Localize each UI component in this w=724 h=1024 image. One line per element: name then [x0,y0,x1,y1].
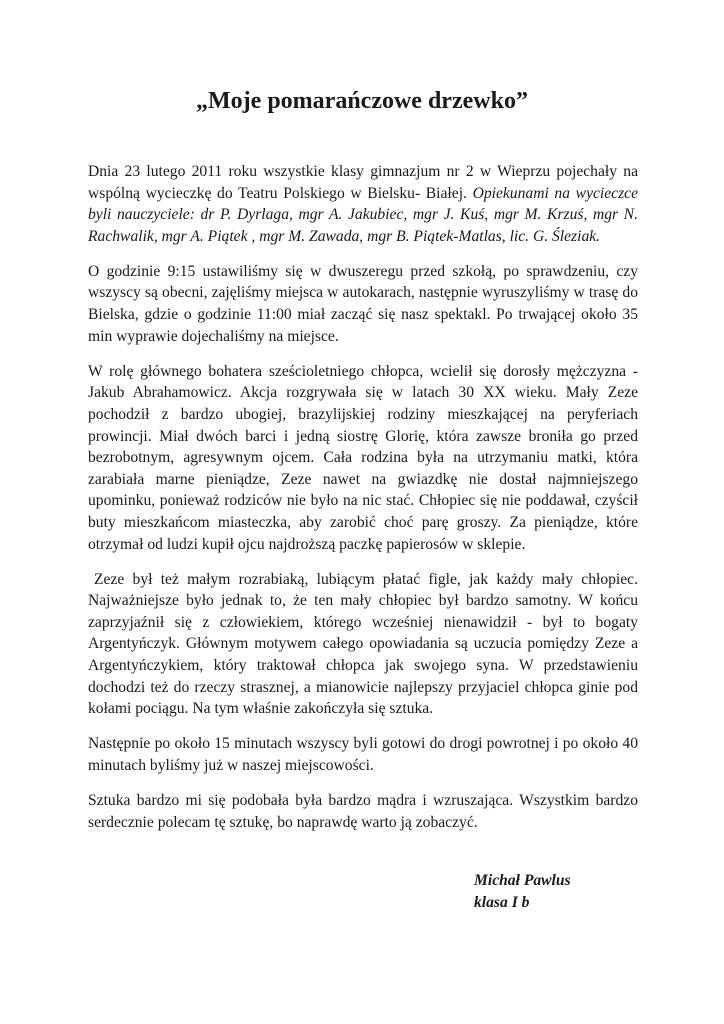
paragraph-2: O godzinie 9:15 ustawiliśmy się w dwuszeregu przed szkołą, po sprawdzeniu, czy wszyscy są obecni, zajęliśmy miejsca w autokarach, następnie wyruszyliśmy w trasę do Bielska, gdzie o godzinie 11:00 miał zacząć się nasz spektakl. Po trwającej około 35 min wyprawie dojechaliśmy na miejsce. [88,262,638,345]
paragraph-3: W rolę głównego bohatera sześcioletniego chłopca, wcielił się dorosły mężczyzna - Jakub Abrahamowicz. Akcja rozgrywała się w latach 30 XX wieku. Mały Zeze pochodził z bardzo ubogiej, brazylijskiej rodziny mieszkającej na peryferiach prowincji. Miał dwóch barci i jedną siostrę Glorię, która zawsze broniła go przed bezrobotnym, agresywnym ojcem. Cała rodzina była na utrzymaniu matki, która zarabiała marne pieniądze, Zeze nawet na gwiazdkę nie dostał najmniejszego upominku, ponieważ rodziców nie było na nic stać. Chłopiec się nie poddawał, czyścił buty mieszkańcom miasteczka, aby zarobić choć parę groszy. Za pieniądze, które otrzymał od ludzi kupił ojcu najdroższą paczkę papierosów w sklepie. [88,362,638,553]
signature-block [474,870,571,914]
article-body [88,161,638,847]
page-title: „Moje pomarańczowe drzewko” [196,88,528,114]
paragraph-4: Zeze był też małym rozrabiaką, lubiącym płatać figle, jak każdy mały chłopiec. Najważniejsze było jednak to, że ten mały chłopiec był bardzo samotny. W końcu zaprzyjaźnił się z człowiekiem, którego wcześniej nienawidził - był to bogaty Argentyńczyk. Głównym motywem całego opowiadania są uczucia pomiędzy Zeze a Argentyńczykiem, który traktował chłopca jak swojego syna. W przedstawieniu dochodzi też do rzeczy strasznej, a mianowicie najlepszy przyjaciel chłopca ginie pod kołami pociągu. Na tym właśnie zakończyła się sztuka. [88,570,638,718]
paragraph-1-chaperones: Opiekunami na wycieczce byli nauczyciele: dr P. Dyrlaga, mgr A. Jakubiec, mgr J. Kuś, mgr M. Krzuś, mgr N. Rachwalik, mgr A. Piątek , mgr M. Zawada, mgr B. Piątek-Matlas, lic. G. Śleziak. [88,184,638,245]
author-class: klasa I b [474,894,530,911]
paragraph-6: Sztuka bardzo mi się podobała była bardzo mądra i wzruszająca. Wszystkim bardzo serdecznie polecam tę sztukę, bo naprawdę warto ją zobaczyć. [88,791,638,831]
paragraph-5: Następnie po około 15 minutach wszyscy byli gotowi do drogi powrotnej i po około 40 minutach byliśmy już w naszej miejscowości. [88,735,638,774]
author-name: Michał Pawlus [474,872,571,889]
paragraph-1-text: Dnia 23 lutego 2011 roku wszystkie klasy gimnazjum nr 2 w Wieprzu pojechały na wspólną wycieczkę do Teatru Polskiego w Bielsku- Białej. [88,163,638,202]
paragraph-1 [88,161,638,247]
